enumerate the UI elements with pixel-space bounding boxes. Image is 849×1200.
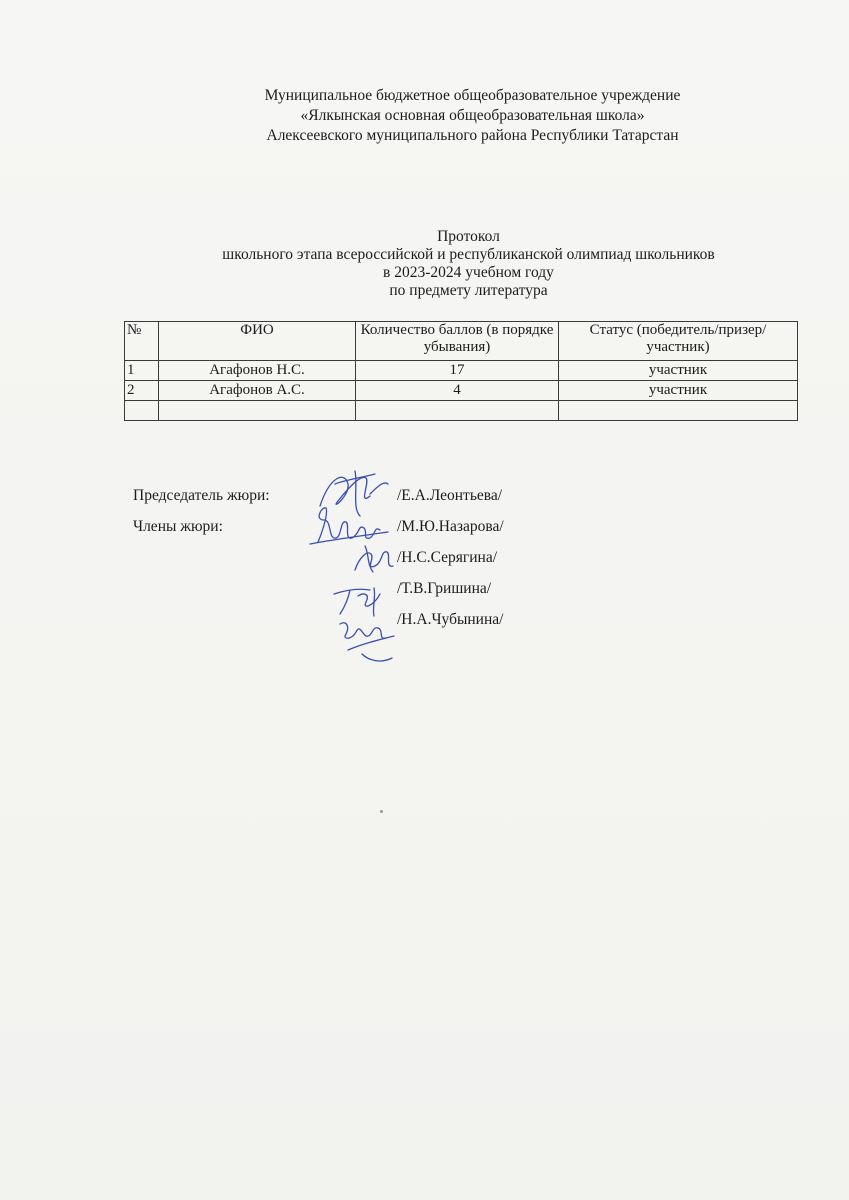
row-status: участник	[559, 361, 798, 381]
jury-row-member	[133, 549, 733, 580]
table-row	[125, 361, 798, 381]
header-line-1: Муниципальное бюджетное общеобразовательное учреждение	[264, 87, 681, 104]
institution-header	[0, 86, 849, 146]
header-num: №	[125, 322, 159, 361]
row-name	[159, 401, 356, 421]
jury-name: /Н.А.Чубынина/	[397, 611, 504, 628]
header-line-3: Алексеевского муниципального района Республики Татарстан	[266, 127, 679, 144]
header-score: Количество баллов (в порядке убывания)	[356, 322, 559, 361]
row-score: 4	[356, 381, 559, 401]
row-score: 17	[356, 361, 559, 381]
row-num	[125, 401, 159, 421]
jury-name: /Т.В.Гришина/	[397, 580, 492, 597]
title-line-4: по предмету литература	[389, 282, 548, 299]
scan-speck	[380, 810, 383, 813]
jury-name: /Н.С.Серягина/	[397, 549, 498, 566]
title-line-2: школьного этапа всероссийской и республиканской олимпиад школьников	[222, 246, 715, 263]
row-name: Агафонов А.С.	[159, 381, 356, 401]
chair-label: Председатель жюри:	[133, 487, 270, 504]
members-label: Члены жюри:	[133, 518, 223, 535]
jury-signatures	[133, 487, 733, 642]
title-line-3: в 2023-2024 учебном году	[383, 264, 554, 281]
row-status	[559, 401, 798, 421]
jury-row-member	[133, 580, 733, 611]
row-status: участник	[559, 381, 798, 401]
jury-row-chair	[133, 487, 733, 518]
header-line-2: «Ялкынская основная общеобразовательная школа»	[300, 107, 645, 124]
jury-name: /Е.А.Леонтьева/	[397, 487, 503, 504]
header-name: ФИО	[159, 322, 356, 361]
table-row	[125, 381, 798, 401]
table-row	[125, 401, 798, 421]
results-table	[124, 321, 798, 421]
row-num: 2	[125, 381, 159, 401]
jury-row-member	[133, 518, 733, 549]
row-name: Агафонов Н.С.	[159, 361, 356, 381]
protocol-title	[0, 228, 849, 300]
row-score	[356, 401, 559, 421]
title-line-1: Протокол	[437, 228, 500, 245]
jury-row-member	[133, 611, 733, 642]
jury-name: /М.Ю.Назарова/	[397, 518, 504, 535]
row-num: 1	[125, 361, 159, 381]
header-status: Статус (победитель/призер/участник)	[559, 322, 798, 361]
table-header-row	[125, 322, 798, 361]
